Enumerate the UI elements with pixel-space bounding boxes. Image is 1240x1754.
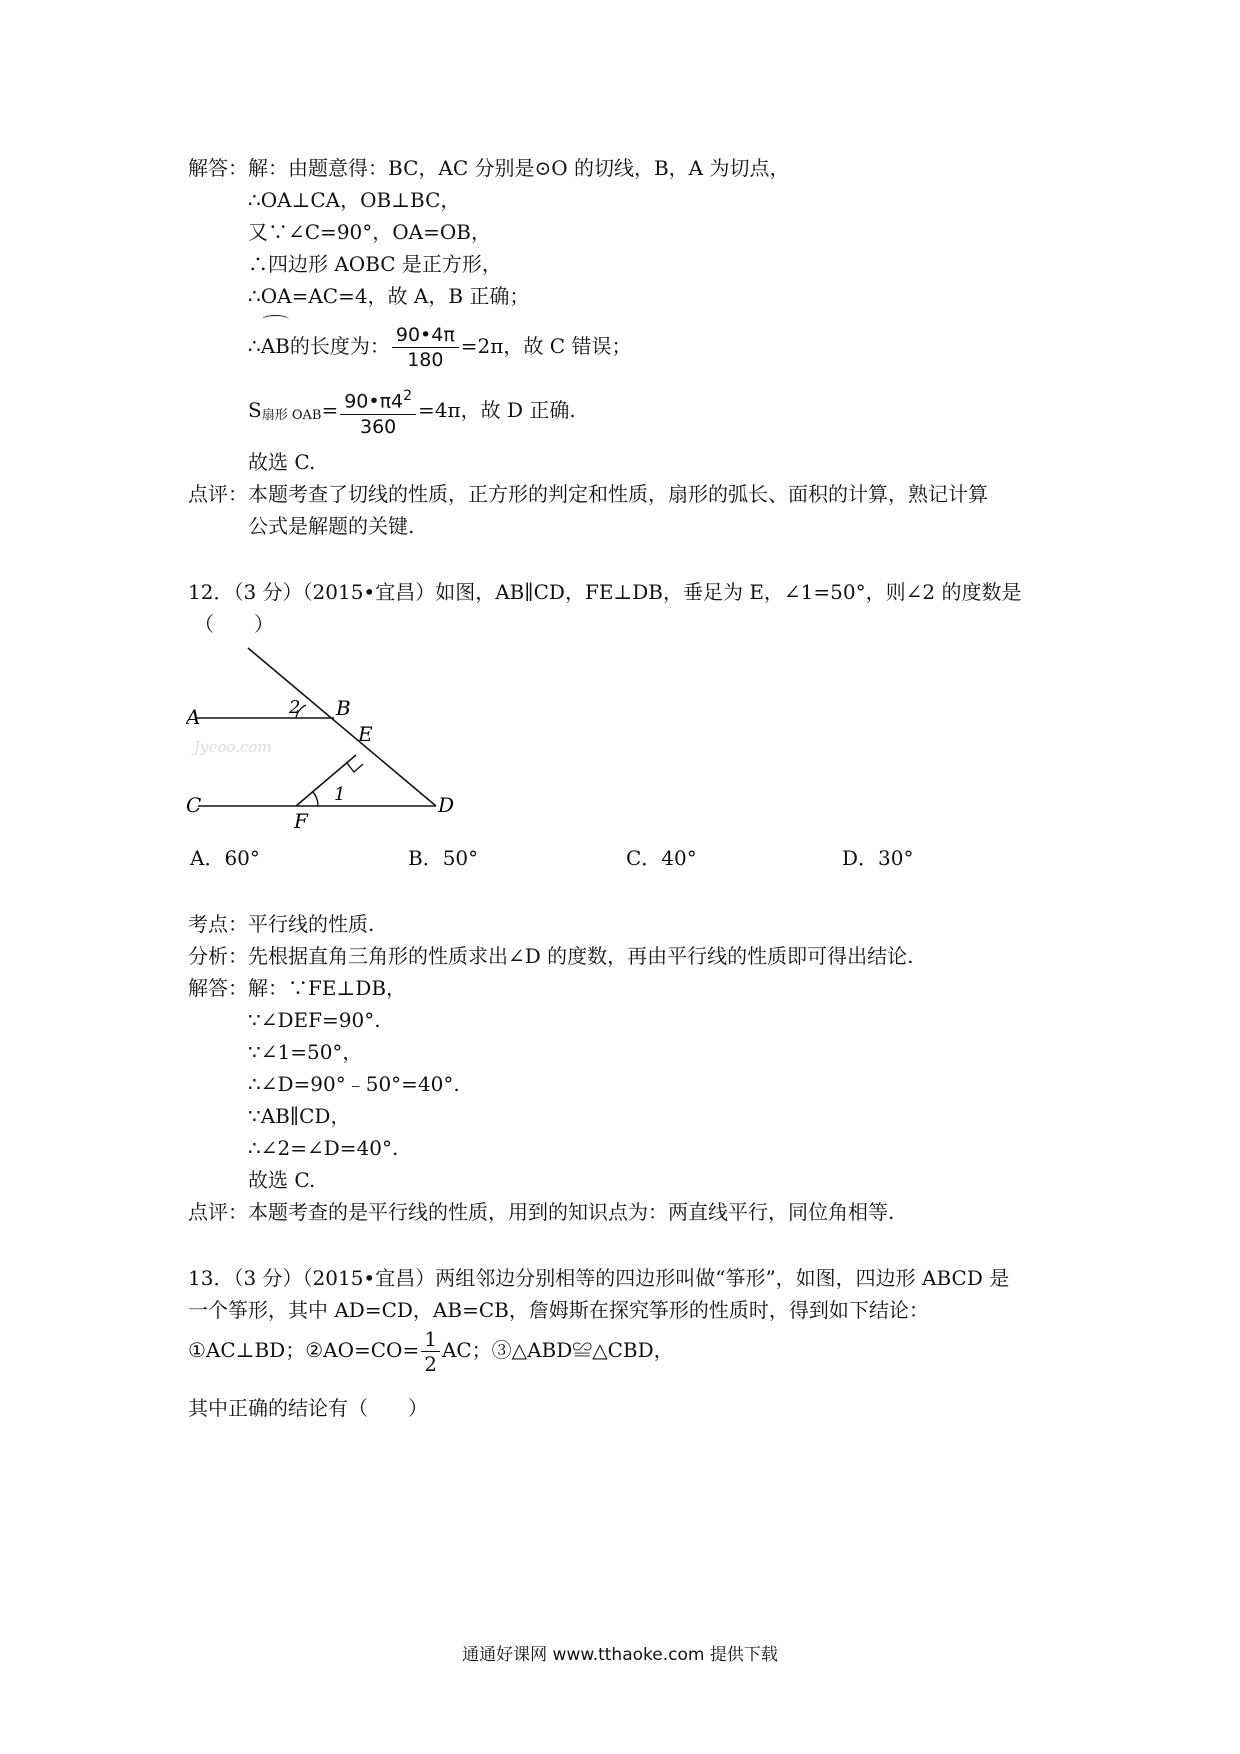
label-b: B (336, 696, 351, 720)
arc-length-denominator: 180 (407, 349, 444, 371)
half-fraction (421, 1327, 440, 1376)
q12-option-d: D．30° (842, 846, 914, 870)
q12-figure (186, 640, 486, 840)
arc-length-numerator: 90•4π (392, 323, 459, 348)
s11-choice: 故选 C. (248, 450, 316, 474)
angle-1-arc (313, 792, 318, 806)
arc-ab: AB (261, 318, 290, 374)
page-footer: 通通好课网 www.tthaoke.com 提供下载 (462, 1645, 778, 1665)
sector-s: S (248, 398, 262, 422)
q12-choice: 故选 C. (248, 1168, 316, 1192)
s11-step-2: 又∵∠C=90°，OA=OB， (248, 220, 491, 244)
q12-option-a: A．60° (190, 846, 260, 870)
sector-numerator-main: 90•π4 (344, 390, 404, 413)
right-angle-mark (347, 763, 363, 772)
q12-answer-line: 解答：解：∵FE⊥DB， (188, 976, 407, 1000)
q13-conclusions (188, 1322, 674, 1378)
half-denominator: 2 (424, 1352, 437, 1376)
s11-comment-1: 点评：本题考查了切线的性质，正方形的判定和性质，扇形的弧长、面积的计算，熟记计算 (188, 482, 988, 506)
s11-step-arc-length (248, 318, 631, 374)
arc-length-text: 的长度为： (289, 334, 390, 358)
q12-option-c: C．40° (626, 846, 697, 870)
half-numerator: 1 (421, 1327, 440, 1352)
q12-stem-2: （ ） (194, 612, 274, 636)
sector-subscript: 扇形 OAB (261, 408, 322, 423)
q12-key-point: 考点：平行线的性质. (188, 912, 375, 936)
sector-numerator (340, 384, 416, 414)
segment-fe (296, 755, 356, 806)
q12-step-2: ∵∠1=50°， (248, 1040, 363, 1064)
s11-step-1: ∴OA⊥CA，OB⊥BC， (248, 188, 461, 212)
label-1: 1 (334, 784, 346, 805)
sector-denominator: 360 (359, 415, 397, 438)
label-f: F (294, 809, 308, 833)
label-a: A (186, 705, 201, 729)
q13-stem-2: 一个筝形，其中 AD=CD，AB=CB，詹姆斯在探究筝形的性质时，得到如下结论： (188, 1298, 929, 1322)
line-db (248, 648, 436, 806)
sector-equals: = (321, 398, 339, 422)
q13-stem-4: 其中正确的结论有（ ） (188, 1396, 428, 1420)
q12-step-5: ∴∠2=∠D=40°. (248, 1136, 399, 1160)
label-d: D (438, 793, 455, 817)
conclusions-post: AC；③△ABD≌△CBD， (441, 1338, 674, 1362)
s11-comment-2: 公式是解题的关键. (248, 514, 415, 538)
s11-answer-line: 解答：解：由题意得：BC，AC 分别是⊙O 的切线，B，A 为切点， (188, 156, 790, 180)
watermark: Jyeoo.com (194, 738, 272, 756)
label-c: C (186, 793, 202, 817)
q12-option-b: B．50° (408, 846, 479, 870)
sector-numerator-sup: 2 (403, 388, 413, 405)
s11-step-sector-area (248, 382, 576, 444)
therefore-symbol: ∴ (248, 334, 261, 358)
s11-step-3: ∴四边形 AOBC 是正方形， (248, 252, 502, 276)
q13-stem-1: 13．（3 分）（2015•宜昌）两组邻边分别相等的四边形叫做“筝形”，如图，四边形 ABCD 是 (188, 1266, 1010, 1290)
sector-fraction (340, 384, 416, 438)
label-e: E (358, 722, 373, 746)
arc-length-fraction (392, 323, 459, 372)
s11-step-4: ∴OA=AC=4，故 A，B 正确； (248, 284, 530, 308)
q12-step-4: ∵AB∥CD， (248, 1104, 351, 1128)
conclusions-pre: ①AC⊥BD；②AO=CO= (188, 1338, 420, 1362)
label-2: 2 (289, 697, 301, 718)
arc-length-result: =2π，故 C 错误； (460, 334, 632, 358)
q12-stem-1: 12．（3 分）（2015•宜昌）如图，AB∥CD，FE⊥DB，垂足为 E，∠1=50°，则∠2 的度数是 (188, 580, 1022, 604)
q12-analysis: 分析：先根据直角三角形的性质求出∠D 的度数，再由平行线的性质即可得出结论. (188, 944, 914, 968)
q12-step-1: ∵∠DEF=90°. (248, 1008, 381, 1032)
sector-result: =4π，故 D 正确. (418, 398, 576, 422)
q12-comment: 点评：本题考查的是平行线的性质，用到的知识点为：两直线平行，同位角相等. (188, 1200, 895, 1224)
q12-step-3: ∴∠D=90°﹣50°=40°. (248, 1072, 460, 1096)
